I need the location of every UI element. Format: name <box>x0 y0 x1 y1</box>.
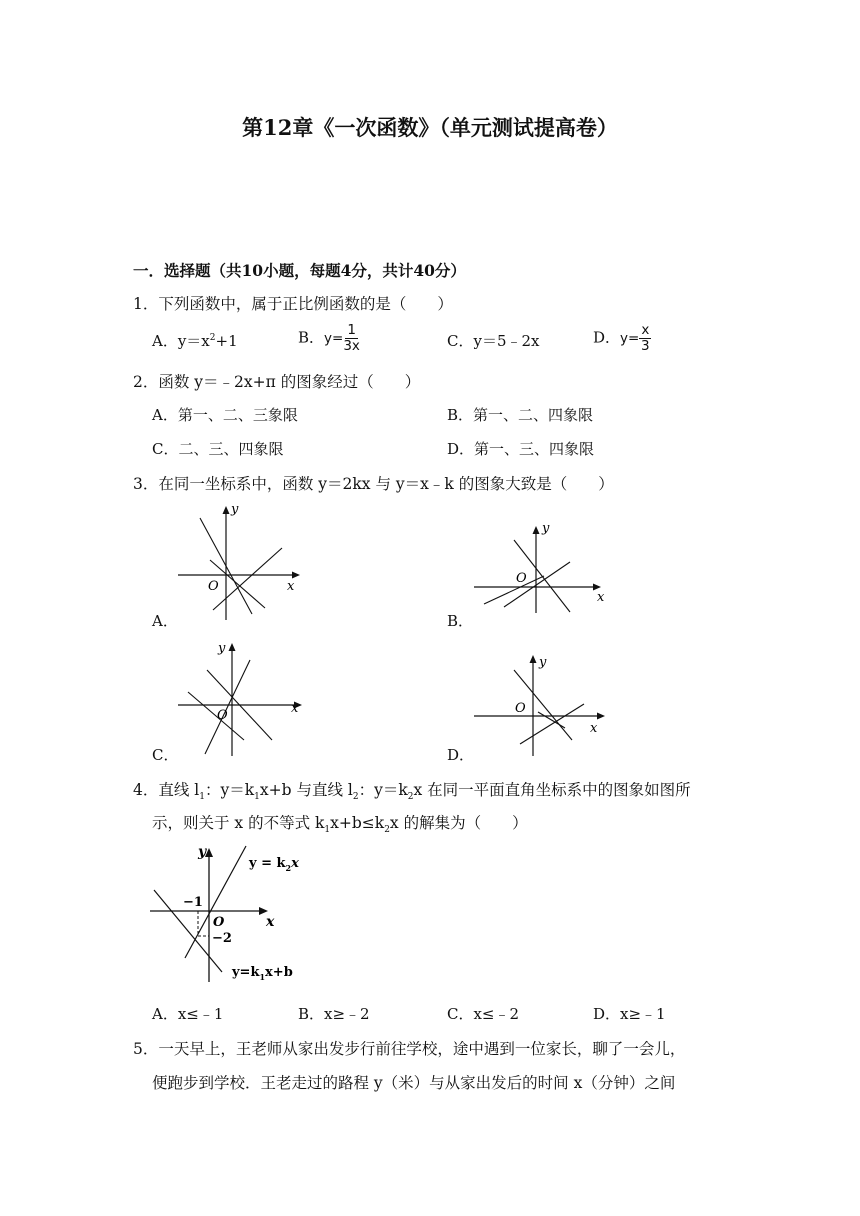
axis-y-label: y <box>539 655 547 670</box>
q1-option-b: B．y= $\frac{1}{3x}$ <box>298 322 360 354</box>
origin-label: O <box>516 571 527 586</box>
q3-option-b: B． <box>447 612 474 630</box>
origin-label: O <box>217 708 228 723</box>
axis-y-label: y <box>218 641 226 656</box>
axis-y-label: y <box>231 502 239 517</box>
q3-graph-c <box>170 636 310 760</box>
tick-label-neg1: −1 <box>183 895 203 910</box>
q4-graph <box>146 840 366 990</box>
q1-option-c: C．y＝5﹣2x <box>447 332 540 350</box>
origin-label: O <box>213 915 225 930</box>
q4-option-c: C．x≤﹣2 <box>447 1005 520 1023</box>
q1-option-d: D．y= $\frac{x}{3}$ <box>593 322 650 354</box>
axis-x-label: x <box>291 701 299 716</box>
line-l1-label: $y=k_1x+b$ <box>232 965 293 982</box>
line-l2-label: $y = k_2x$ <box>249 856 299 873</box>
q4-option-d: D．x≥﹣1 <box>593 1005 666 1023</box>
q2-option-b: B．第一、二、四象限 <box>447 406 594 424</box>
q3-graph-d <box>470 648 615 758</box>
axis-x-label: x <box>597 590 605 605</box>
q3-graph-a <box>170 496 310 626</box>
tick-label-neg2: −2 <box>212 931 232 946</box>
q1-stem: 1．下列函数中，属于正比例函数的是（ ） <box>133 295 453 313</box>
origin-label: O <box>208 579 219 594</box>
q2-option-c: C．二、三、四象限 <box>152 440 284 458</box>
origin-label: O <box>515 701 526 716</box>
q4-option-b: B．x≥﹣2 <box>298 1005 370 1023</box>
q2-option-d: D．第一、三、四象限 <box>447 440 595 458</box>
q2-stem: 2．函数 y＝﹣2x+π 的图象经过（ ） <box>133 373 421 391</box>
q1-option-a: A．$y=x^2+1$ <box>152 332 238 350</box>
q4-stem-line1: 4．直线 $l_1$：$y=k_1x+b$ 与直线 $l_2$：$y=k_2x$ 在同一平面直角坐标系中的图象如图所 <box>133 781 691 803</box>
q2-option-a: A．第一、二、三象限 <box>152 406 298 424</box>
q4-option-a: A．x≤﹣1 <box>152 1005 224 1023</box>
section-heading: 一．选择题（共10小题，每题4分，共计40分） <box>133 261 466 280</box>
q3-option-c: C． <box>152 746 179 764</box>
page-title: 第12章《一次函数》（单元测试提高卷） <box>242 115 618 140</box>
axis-x-label: x <box>266 914 275 930</box>
axis-y-label: y <box>198 844 207 860</box>
q5-stem-line1: 5．一天早上，王老师从家出发步行前往学校，途中遇到一位家长，聊了一会儿， <box>133 1040 686 1058</box>
q3-option-d: D． <box>447 746 475 764</box>
axis-x-label: x <box>590 721 598 736</box>
axis-y-label: y <box>542 521 550 536</box>
q5-stem-line2: 便跑步到学校．王老走过的路程 y（米）与从家出发后的时间 x（分钟）之间 <box>152 1074 676 1092</box>
q3-option-a: A． <box>152 612 178 630</box>
q3-stem: 3．在同一坐标系中，函数 y＝2kx 与 y＝x﹣k 的图象大致是（ ） <box>133 475 614 493</box>
q3-graph-b <box>470 516 615 616</box>
q4-stem-line2: 示，则关于 x 的不等式 $k_1x+b\le k_2x$ 的解集为（ ） <box>152 814 528 836</box>
axis-x-label: x <box>287 579 295 594</box>
